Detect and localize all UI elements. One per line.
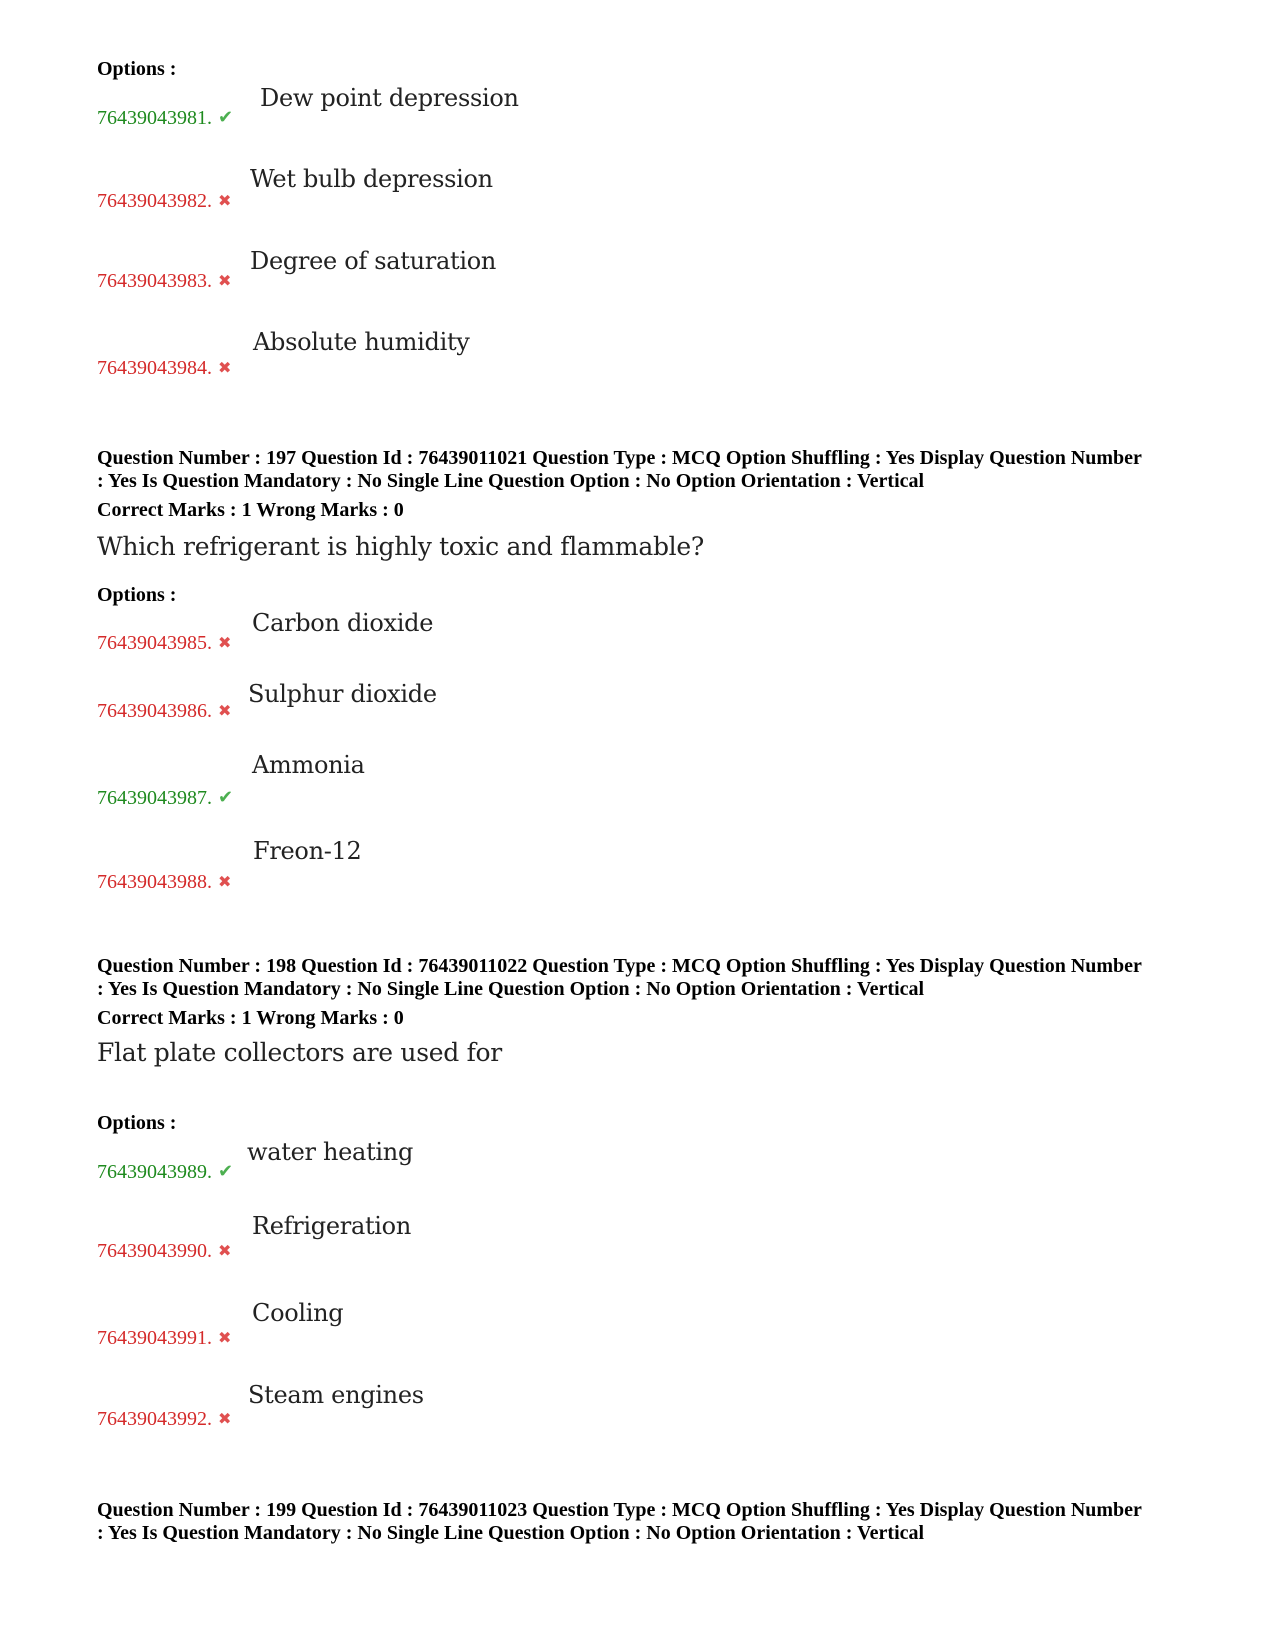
question-text: Which refrigerant is highly toxic and flammable? xyxy=(97,532,704,561)
check-icon: ✔ xyxy=(218,107,234,127)
option-id: 76439043985. ✖ xyxy=(97,632,232,654)
option-text: Dew point depression xyxy=(260,84,519,112)
option-text: Freon-12 xyxy=(253,837,362,865)
option-text: Cooling xyxy=(252,1299,344,1327)
question-meta: Question Number : 197 Question Id : 76439011021 Question Type : MCQ Option Shuffling : Yes Display Question Number : Yes Is Question Mandatory : No Single Line Question Option : No Option Orientation : Vertical xyxy=(97,447,1142,492)
options-label: Options : xyxy=(97,1112,177,1134)
option-id: 76439043989. ✔ xyxy=(97,1161,234,1183)
cross-icon: ✖ xyxy=(218,874,232,891)
option-id: 76439043982. ✖ xyxy=(97,190,232,212)
check-icon: ✔ xyxy=(218,787,234,807)
question-meta: Question Number : 198 Question Id : 76439011022 Question Type : MCQ Option Shuffling : Yes Display Question Number : Yes Is Question Mandatory : No Single Line Question Option : No Option Orientation : Vertical xyxy=(97,955,1142,1000)
option-text: Carbon dioxide xyxy=(252,609,434,637)
cross-icon: ✖ xyxy=(218,360,232,377)
option-text: water heating xyxy=(247,1138,414,1166)
marks-info: Correct Marks : 1 Wrong Marks : 0 xyxy=(97,1007,404,1029)
option-id: 76439043984. ✖ xyxy=(97,357,232,379)
cross-icon: ✖ xyxy=(218,1243,232,1260)
cross-icon: ✖ xyxy=(218,1411,232,1428)
option-text: Ammonia xyxy=(252,751,365,779)
option-text: Refrigeration xyxy=(252,1212,411,1240)
option-id: 76439043987. ✔ xyxy=(97,787,234,809)
question-meta: Question Number : 199 Question Id : 76439011023 Question Type : MCQ Option Shuffling : Yes Display Question Number : Yes Is Question Mandatory : No Single Line Question Option : No Option Orientation : Vertical xyxy=(97,1499,1142,1544)
option-id: 76439043988. ✖ xyxy=(97,871,232,893)
option-id: 76439043981. ✔ xyxy=(97,107,234,129)
question-text: Flat plate collectors are used for xyxy=(97,1038,502,1067)
option-text: Sulphur dioxide xyxy=(248,680,437,708)
options-label: Options : xyxy=(97,58,177,80)
option-id: 76439043983. ✖ xyxy=(97,270,232,292)
cross-icon: ✖ xyxy=(218,273,232,290)
option-text: Steam engines xyxy=(248,1381,424,1409)
cross-icon: ✖ xyxy=(218,1330,232,1347)
option-id: 76439043990. ✖ xyxy=(97,1240,232,1262)
option-id: 76439043992. ✖ xyxy=(97,1408,232,1430)
marks-info: Correct Marks : 1 Wrong Marks : 0 xyxy=(97,499,404,521)
option-text: Wet bulb depression xyxy=(250,165,493,193)
option-text: Absolute humidity xyxy=(253,328,470,356)
check-icon: ✔ xyxy=(218,1161,234,1181)
cross-icon: ✖ xyxy=(218,193,232,210)
cross-icon: ✖ xyxy=(218,635,232,652)
option-id: 76439043991. ✖ xyxy=(97,1327,232,1349)
option-id: 76439043986. ✖ xyxy=(97,700,232,722)
options-label: Options : xyxy=(97,584,177,606)
cross-icon: ✖ xyxy=(218,703,232,720)
option-text: Degree of saturation xyxy=(250,247,497,275)
